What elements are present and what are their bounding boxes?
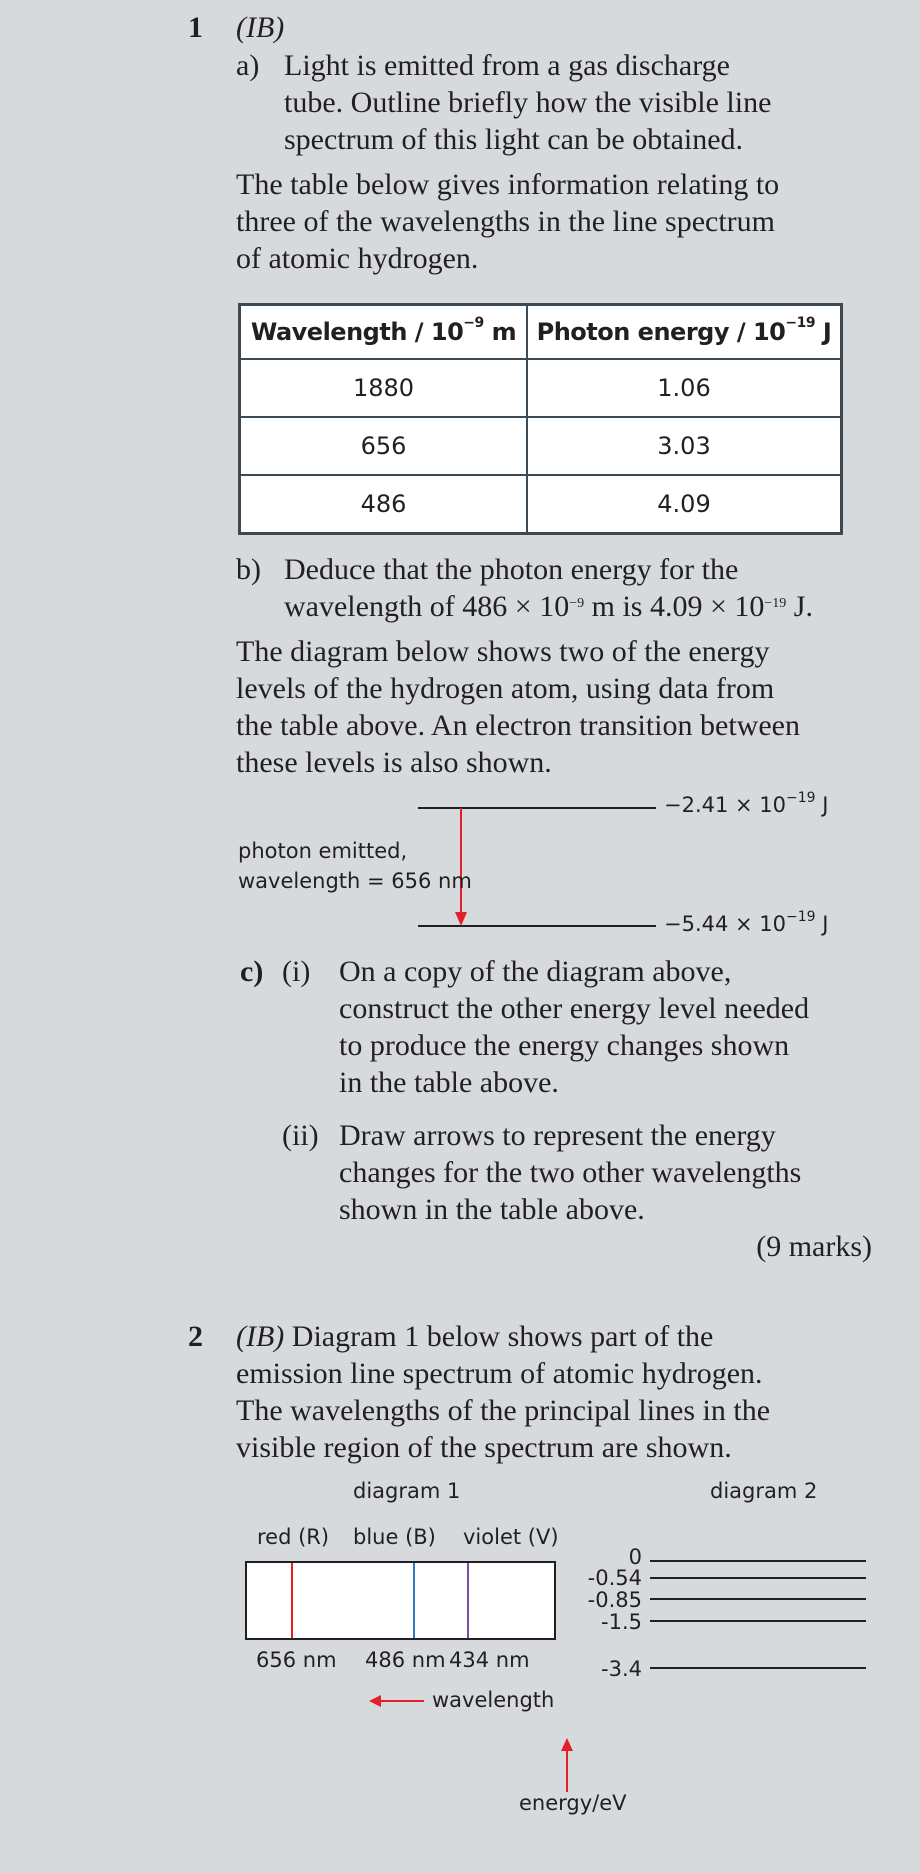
header-text: Photon energy / 10 <box>536 318 786 346</box>
text-line: The wavelengths of the principal lines in the <box>236 1394 771 1427</box>
energy-value: −5.44 × 10 <box>664 912 787 936</box>
question-2-source-tag: (IB) <box>236 1320 285 1353</box>
exponent: −19 <box>764 596 787 611</box>
table-cell-wavelength: 486 <box>240 475 528 534</box>
part-c-i-label: (i) <box>282 955 311 988</box>
text-line: levels of the hydrogen atom, using data from <box>236 672 775 705</box>
table-cell-wavelength: 1880 <box>240 359 528 417</box>
unit: J <box>815 912 829 936</box>
spectral-line-label-violet: violet (V) <box>463 1525 559 1549</box>
exponent: −19 <box>786 909 816 925</box>
table-cell-wavelength: 656 <box>240 417 528 475</box>
text-line: in the table above. <box>339 1066 559 1099</box>
energy-axis-label: energy/eV <box>519 1791 627 1815</box>
text-line: Draw arrows to represent the energy <box>339 1119 776 1152</box>
text-line: Deduce that the photon energy for the <box>284 553 739 586</box>
text-segment: J. <box>786 590 813 623</box>
diagram-2-title: diagram 2 <box>710 1479 818 1503</box>
exponent: −9 <box>569 596 585 611</box>
part-c-ii-label: (ii) <box>282 1119 319 1152</box>
text-line: The table below gives information relating to <box>236 168 780 201</box>
exponent: −19 <box>786 790 816 806</box>
text-line: The diagram below shows two of the energy <box>236 635 770 668</box>
table-cell-energy: 4.09 <box>527 475 842 534</box>
text-line: shown in the table above. <box>339 1193 645 1226</box>
energy-level-value-0: 0 <box>628 1545 642 1569</box>
text-line: these levels is also shown. <box>236 746 552 779</box>
header-text: Wavelength / 10 <box>250 318 464 346</box>
text-line: tube. Outline briefly how the visible line <box>284 86 772 119</box>
part-c-ii-text <box>339 1117 801 1228</box>
text-line: changes for the two other wavelengths <box>339 1156 802 1189</box>
text-line: of atomic hydrogen. <box>236 242 479 275</box>
question-2-number: 2 <box>188 1320 203 1353</box>
energy-level-value-1: -0.54 <box>587 1566 642 1590</box>
part-c-i-text <box>339 953 809 1101</box>
spectral-line-label-red: red (R) <box>257 1525 330 1549</box>
text-line: emission line spectrum of atomic hydrogen. <box>236 1357 763 1390</box>
question-2-text <box>236 1318 770 1466</box>
transition-arrowhead <box>455 912 467 926</box>
energy-value: −2.41 × 10 <box>664 793 787 817</box>
photon-emitted-label <box>238 836 472 896</box>
wavelength-axis-label: wavelength <box>432 1688 555 1712</box>
text-line: construct the other energy level needed <box>339 992 810 1025</box>
text-line: visible region of the spectrum are shown. <box>236 1431 732 1464</box>
text-line: On a copy of the diagram above, <box>339 955 732 988</box>
table-cell-energy: 3.03 <box>527 417 842 475</box>
text-line: Light is emitted from a gas discharge <box>284 49 731 82</box>
text-line: three of the wavelengths in the line spectrum <box>236 205 775 238</box>
part-c-label: c) <box>240 955 264 988</box>
text-line: the table above. An electron transition between <box>236 709 800 742</box>
spectral-line-label-blue: blue (B) <box>353 1525 436 1549</box>
header-exponent: −19 <box>785 315 816 331</box>
diagram-1-title: diagram 1 <box>353 1479 461 1503</box>
wavelength-label-blue: 486 nm <box>365 1648 446 1672</box>
table-cell-energy: 1.06 <box>527 359 842 417</box>
text-segment: wavelength of 486 × 10 <box>284 590 570 623</box>
wavelength-label-red: 656 nm <box>256 1648 337 1672</box>
question-1-source-tag: (IB) <box>236 11 285 44</box>
part-b-label: b) <box>236 553 261 586</box>
text-line: to produce the energy changes shown <box>339 1029 790 1062</box>
energy-level-diagram-2 <box>0 1540 920 1873</box>
upper-level-energy-label <box>664 790 829 817</box>
text-line: wavelength = 656 nm <box>238 869 472 893</box>
header-unit: m <box>483 318 517 346</box>
text-segment: m is 4.09 × 10 <box>584 590 765 623</box>
energy-level-value-3: -1.5 <box>601 1610 642 1634</box>
header-unit: J <box>815 318 832 346</box>
text-line: photon emitted, <box>238 839 408 863</box>
header-exponent: −9 <box>463 315 484 331</box>
energy-arrowhead <box>561 1738 573 1751</box>
text-line <box>236 1318 770 1355</box>
wavelength-label-violet: 434 nm <box>449 1648 530 1672</box>
marks-label: (9 marks) <box>756 1230 872 1263</box>
energy-level-value-4: -3.4 <box>601 1657 642 1681</box>
text-segment: Diagram 1 below shows part of the <box>284 1320 714 1353</box>
part-a-label: a) <box>236 49 260 82</box>
unit: J <box>815 793 829 817</box>
lower-level-energy-label <box>664 909 829 936</box>
text-line: spectrum of this light can be obtained. <box>284 123 744 156</box>
question-1-number: 1 <box>188 11 203 44</box>
energy-level-value-2: -0.85 <box>587 1588 642 1612</box>
